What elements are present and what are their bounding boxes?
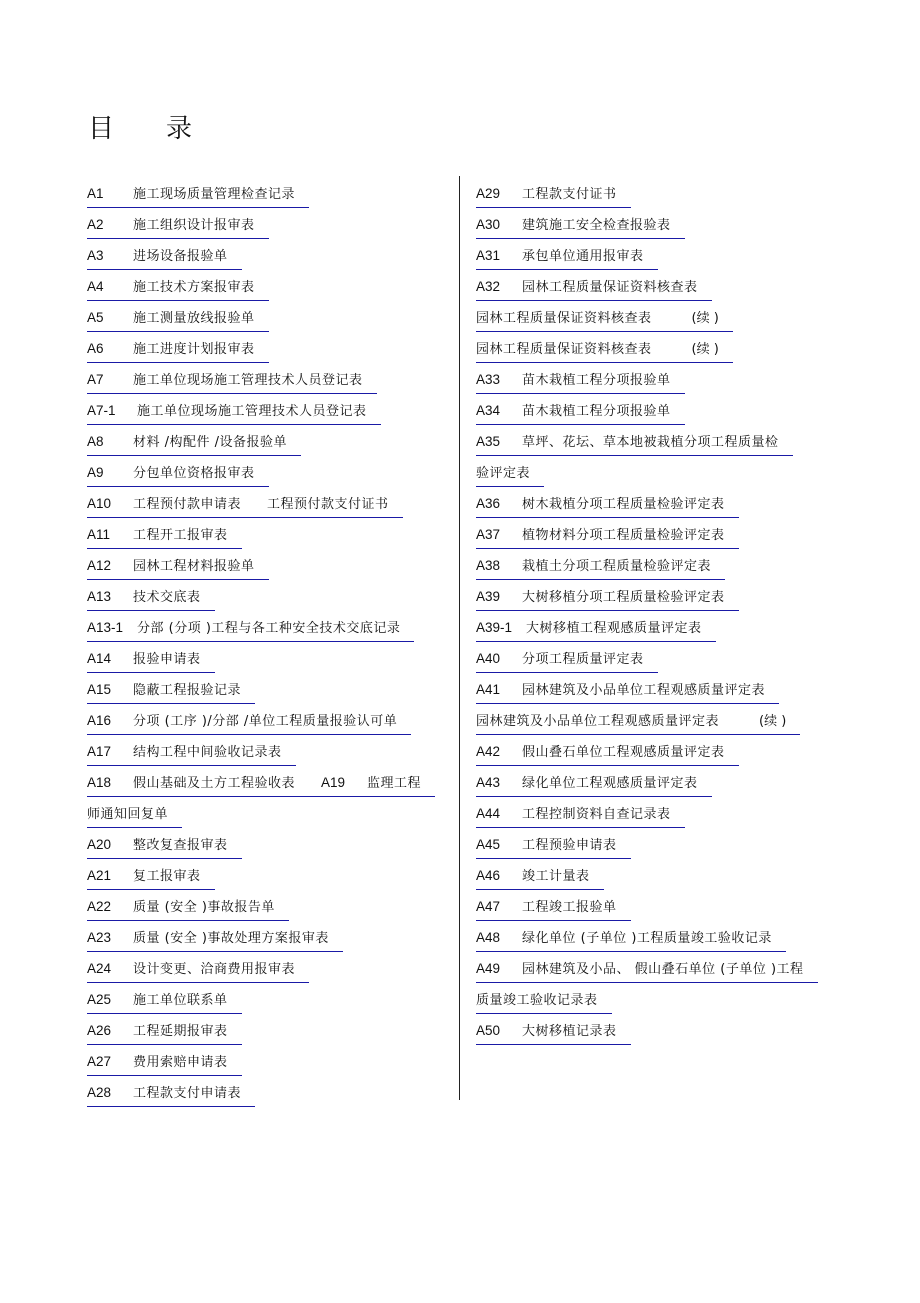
toc-link[interactable] (476, 307, 733, 332)
toc-entry (476, 647, 846, 678)
toc-text: 施工测量放线报验单 (133, 311, 255, 326)
toc-link[interactable] (476, 833, 631, 859)
toc-link[interactable] (476, 1019, 631, 1045)
toc-text: 质量竣工验收记录表 (476, 993, 598, 1008)
toc-link[interactable] (87, 1019, 242, 1045)
toc-code-secondary: A19 (321, 775, 346, 790)
toc-entry (87, 554, 457, 585)
toc-link[interactable] (87, 492, 403, 518)
toc-entry (476, 709, 846, 740)
toc-entry (87, 213, 457, 244)
toc-link[interactable] (87, 1050, 242, 1076)
toc-link[interactable] (476, 616, 716, 642)
toc-left-column (87, 182, 457, 1112)
toc-code: A7 (87, 372, 104, 387)
toc-text: 设计变更、洽商费用报审表 (133, 962, 296, 977)
toc-link[interactable] (87, 585, 215, 611)
toc-entry (87, 740, 457, 771)
toc-entry (476, 244, 846, 275)
toc-link[interactable] (476, 244, 658, 270)
toc-entry (87, 306, 457, 337)
toc-text: 师通知回复单 (87, 807, 169, 822)
toc-text: 分项工程质量评定表 (522, 652, 644, 667)
toc-link[interactable] (87, 1081, 255, 1107)
toc-entry (476, 585, 846, 616)
toc-text: 草坪、花坛、草本地被栽植分项工程质量检 (522, 435, 779, 450)
toc-entry-continued (476, 988, 846, 1019)
toc-text: 工程竣工报验单 (522, 900, 617, 915)
toc-link[interactable] (476, 275, 712, 301)
toc-code: A11 (87, 527, 111, 542)
toc-code: A17 (87, 744, 112, 759)
toc-code: A31 (476, 248, 501, 263)
toc-entry (476, 275, 846, 306)
toc-entry (476, 213, 846, 244)
toc-link[interactable] (476, 492, 739, 518)
toc-suffix: (续 ) (691, 342, 719, 357)
toc-link[interactable] (476, 989, 612, 1014)
toc-code: A3 (87, 248, 104, 263)
toc-link[interactable] (476, 771, 712, 797)
toc-text-secondary: 工程预付款支付证书 (267, 497, 389, 512)
toc-code: A47 (476, 899, 501, 914)
toc-code: A5 (87, 310, 104, 325)
toc-code: A13-1 (87, 620, 124, 635)
toc-text: 园林建筑及小品单位工程观感质量评定表 (522, 683, 766, 698)
toc-code: A4 (87, 279, 104, 294)
toc-entry (87, 864, 457, 895)
toc-code: A26 (87, 1023, 112, 1038)
toc-entry (87, 244, 457, 275)
toc-link[interactable] (87, 926, 343, 952)
toc-code: A30 (476, 217, 501, 232)
toc-link[interactable] (87, 337, 269, 363)
toc-code: A35 (476, 434, 501, 449)
toc-link[interactable] (87, 399, 381, 425)
toc-code: A14 (87, 651, 112, 666)
toc-entry (476, 957, 846, 988)
toc-link[interactable] (87, 740, 296, 766)
toc-link[interactable] (87, 771, 435, 797)
toc-code: A38 (476, 558, 501, 573)
toc-code: A49 (476, 961, 501, 976)
toc-code: A18 (87, 775, 112, 790)
toc-link[interactable] (87, 213, 269, 239)
toc-suffix: (续 ) (691, 311, 719, 326)
toc-code: A6 (87, 341, 104, 356)
toc-entry (87, 647, 457, 678)
toc-text: 园林工程质量保证资料核查表 (476, 311, 652, 326)
toc-text: 施工现场质量管理检查记录 (133, 187, 296, 202)
toc-entry (476, 492, 846, 523)
toc-text: 园林建筑及小品、 假山叠石单位 (子单位 )工程 (522, 962, 804, 977)
toc-entry (87, 709, 457, 740)
toc-code: A25 (87, 992, 112, 1007)
toc-text: 园林工程质量保证资料核查表 (522, 280, 698, 295)
toc-entry (476, 523, 846, 554)
toc-text: 承包单位通用报审表 (522, 249, 644, 264)
toc-text: 进场设备报验单 (133, 249, 228, 264)
toc-entry-continued (476, 461, 846, 492)
toc-entry (87, 1050, 457, 1081)
toc-link[interactable] (476, 368, 685, 394)
toc-link[interactable] (476, 710, 800, 735)
toc-entry (476, 337, 846, 368)
toc-link[interactable] (476, 462, 544, 487)
toc-text: 施工单位现场施工管理技术人员登记表 (133, 373, 363, 388)
toc-code: A24 (87, 961, 112, 976)
toc-text: 施工技术方案报审表 (133, 280, 255, 295)
toc-entry (87, 895, 457, 926)
toc-text: 园林工程质量保证资料核查表 (476, 342, 652, 357)
toc-text: 质量 (安全 )事故报告单 (133, 900, 275, 915)
toc-text: 假山基础及土方工程验收表 (133, 776, 296, 791)
toc-code: A34 (476, 403, 501, 418)
toc-entry (87, 337, 457, 368)
toc-text: 整改复查报审表 (133, 838, 228, 853)
toc-entry (87, 430, 457, 461)
toc-link[interactable] (476, 585, 739, 611)
toc-entry (476, 802, 846, 833)
toc-entry (476, 771, 846, 802)
toc-entry (87, 461, 457, 492)
toc-code: A12 (87, 558, 112, 573)
toc-entry (476, 554, 846, 585)
toc-text: 大树移植分项工程质量检验评定表 (522, 590, 725, 605)
toc-link[interactable] (87, 803, 182, 828)
toc-code: A37 (476, 527, 501, 542)
toc-entry (476, 368, 846, 399)
toc-entry (87, 616, 457, 647)
toc-code: A50 (476, 1023, 501, 1038)
toc-entry (87, 988, 457, 1019)
toc-code: A39-1 (476, 620, 513, 635)
toc-text-secondary: 监理工程 (367, 776, 422, 791)
toc-link[interactable] (87, 678, 255, 704)
toc-text: 施工单位现场施工管理技术人员登记表 (137, 404, 367, 419)
toc-text: 施工单位联系单 (133, 993, 228, 1008)
toc-text: 隐蔽工程报验记录 (133, 683, 242, 698)
toc-code: A10 (87, 496, 112, 511)
toc-code: A22 (87, 899, 112, 914)
toc-link[interactable] (476, 523, 739, 549)
toc-link[interactable] (87, 709, 411, 735)
title-char-1: 目 (88, 114, 115, 144)
toc-text: 分包单位资格报审表 (133, 466, 255, 481)
toc-entry (87, 492, 457, 523)
toc-link[interactable] (87, 244, 242, 270)
toc-text: 园林建筑及小品单位工程观感质量评定表 (476, 714, 720, 729)
toc-entry (87, 1081, 457, 1112)
toc-link[interactable] (476, 430, 793, 456)
toc-code: A48 (476, 930, 501, 945)
toc-text: 验评定表 (476, 466, 531, 481)
toc-text: 栽植土分项工程质量检验评定表 (522, 559, 712, 574)
toc-text: 工程预付款申请表 (133, 497, 242, 512)
toc-text: 复工报审表 (133, 869, 201, 884)
toc-code: A2 (87, 217, 104, 232)
toc-code: A8 (87, 434, 104, 449)
toc-code: A7-1 (87, 403, 116, 418)
toc-code: A20 (87, 837, 112, 852)
toc-code: A44 (476, 806, 501, 821)
toc-text: 施工进度计划报审表 (133, 342, 255, 357)
toc-text: 工程款支付证书 (522, 187, 617, 202)
toc-entry (476, 864, 846, 895)
toc-entry (87, 926, 457, 957)
toc-text: 分部 (分项 )工程与各工种安全技术交底记录 (137, 621, 401, 636)
toc-suffix: (续 ) (759, 714, 787, 729)
toc-entry (476, 926, 846, 957)
toc-entry (476, 740, 846, 771)
toc-text: 材料 /构配件 /设备报验单 (133, 435, 288, 450)
toc-text: 苗木栽植工程分项报验单 (522, 404, 671, 419)
toc-text: 植物材料分项工程质量检验评定表 (522, 528, 725, 543)
toc-code: A1 (87, 186, 104, 201)
toc-entry (476, 306, 846, 337)
toc-text: 绿化单位 (子单位 )工程质量竣工验收记录 (522, 931, 772, 946)
toc-text: 费用索赔申请表 (133, 1055, 228, 1070)
toc-link[interactable] (87, 182, 309, 208)
toc-link[interactable] (476, 895, 631, 921)
toc-code: A41 (476, 682, 501, 697)
toc-code: A45 (476, 837, 501, 852)
toc-text: 树木栽植分项工程质量检验评定表 (522, 497, 725, 512)
toc-link[interactable] (476, 213, 685, 239)
toc-text: 工程延期报审表 (133, 1024, 228, 1039)
toc-code: A23 (87, 930, 112, 945)
toc-code: A28 (87, 1085, 112, 1100)
toc-text: 苗木栽植工程分项报验单 (522, 373, 671, 388)
toc-entry (476, 399, 846, 430)
toc-link[interactable] (87, 461, 269, 487)
toc-link[interactable] (87, 430, 301, 456)
toc-link[interactable] (87, 616, 414, 642)
toc-text: 工程款支付申请表 (133, 1086, 242, 1101)
toc-link[interactable] (476, 338, 733, 363)
toc-entry (87, 957, 457, 988)
toc-code: A43 (476, 775, 501, 790)
toc-link[interactable] (476, 926, 786, 952)
toc-text: 结构工程中间验收记录表 (133, 745, 282, 760)
title-char-2: 录 (166, 114, 193, 144)
toc-text: 竣工计量表 (522, 869, 590, 884)
toc-entry (476, 895, 846, 926)
toc-entry (87, 523, 457, 554)
toc-entry (476, 616, 846, 647)
toc-code: A13 (87, 589, 112, 604)
toc-text: 大树移植记录表 (522, 1024, 617, 1039)
toc-link[interactable] (476, 802, 685, 828)
toc-entry (476, 678, 846, 709)
toc-link[interactable] (476, 678, 779, 704)
toc-entry (87, 182, 457, 213)
toc-link[interactable] (87, 523, 242, 549)
toc-code: A39 (476, 589, 501, 604)
toc-code: A42 (476, 744, 501, 759)
toc-link[interactable] (87, 957, 309, 983)
toc-code: A33 (476, 372, 501, 387)
toc-code: A40 (476, 651, 501, 666)
toc-code: A16 (87, 713, 112, 728)
toc-text: 施工组织设计报审表 (133, 218, 255, 233)
page-title (88, 108, 192, 145)
toc-entry (87, 833, 457, 864)
toc-link[interactable] (476, 554, 725, 580)
toc-entry (476, 1019, 846, 1050)
toc-text: 绿化单位工程观感质量评定表 (522, 776, 698, 791)
toc-text: 工程开工报审表 (133, 528, 228, 543)
toc-text: 园林工程材料报验单 (133, 559, 255, 574)
toc-link[interactable] (87, 554, 269, 580)
toc-entry (476, 833, 846, 864)
toc-entry (476, 182, 846, 213)
toc-code: A46 (476, 868, 501, 883)
column-divider (459, 176, 460, 1100)
toc-code: A29 (476, 186, 501, 201)
toc-link[interactable] (87, 988, 242, 1014)
toc-text: 大树移植工程观感质量评定表 (526, 621, 702, 636)
toc-code: A32 (476, 279, 501, 294)
toc-text: 假山叠石单位工程观感质量评定表 (522, 745, 725, 760)
toc-link[interactable] (476, 399, 685, 425)
toc-link[interactable] (476, 740, 739, 766)
toc-link[interactable] (476, 182, 631, 208)
toc-entry (87, 399, 457, 430)
toc-text: 分项 (工序 )/分部 /单位工程质量报验认可单 (133, 714, 398, 729)
toc-entry-continued (87, 802, 457, 833)
toc-entry (476, 430, 846, 461)
toc-link[interactable] (87, 275, 269, 301)
toc-link[interactable] (87, 647, 215, 673)
toc-right-column (476, 182, 846, 1050)
toc-text: 技术交底表 (133, 590, 201, 605)
toc-code: A21 (87, 868, 112, 883)
toc-link[interactable] (476, 957, 818, 983)
toc-link[interactable] (87, 306, 269, 332)
toc-code: A15 (87, 682, 112, 697)
toc-link[interactable] (87, 833, 242, 859)
toc-text: 工程控制资料自查记录表 (522, 807, 671, 822)
toc-entry (87, 771, 457, 802)
toc-entry (87, 678, 457, 709)
toc-entry (87, 585, 457, 616)
toc-link[interactable] (476, 647, 658, 673)
toc-link[interactable] (476, 864, 604, 890)
toc-link[interactable] (87, 864, 215, 890)
toc-link[interactable] (87, 368, 377, 394)
toc-code: A27 (87, 1054, 112, 1069)
toc-entry (87, 1019, 457, 1050)
toc-entry (87, 275, 457, 306)
toc-text: 质量 (安全 )事故处理方案报审表 (133, 931, 329, 946)
toc-code: A36 (476, 496, 501, 511)
toc-link[interactable] (87, 895, 289, 921)
toc-entry (87, 368, 457, 399)
toc-text: 工程预验申请表 (522, 838, 617, 853)
toc-text: 报验申请表 (133, 652, 201, 667)
toc-text: 建筑施工安全检查报验表 (522, 218, 671, 233)
toc-code: A9 (87, 465, 104, 480)
